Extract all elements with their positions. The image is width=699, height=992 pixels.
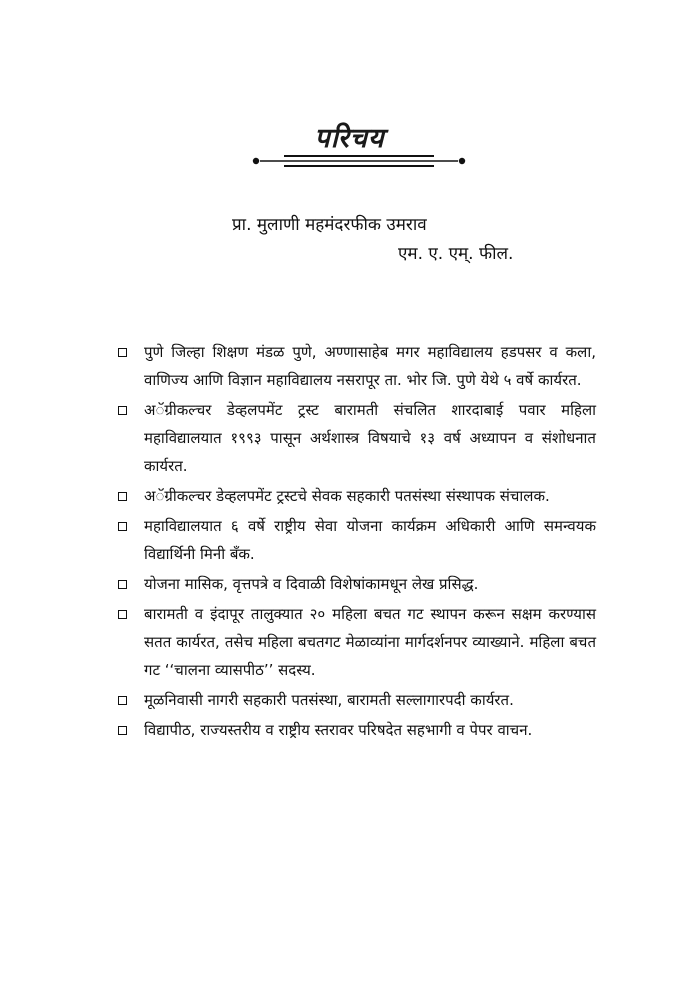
author-degree: एम. ए. एम्. फील. — [398, 244, 514, 264]
list-item-text: अॅग्रीकल्चर डेव्हलपमेंट ट्रस्टचे सेवक सहकारी पतसंस्था संस्थापक संचालक. — [144, 487, 550, 505]
bullet-list — [118, 338, 596, 746]
checkbox-bullet-icon — [118, 406, 127, 415]
checkbox-bullet-icon — [118, 696, 127, 705]
list-item — [118, 716, 596, 744]
list-item — [118, 338, 596, 394]
author-name: प्रा. मुलाणी महमंदरफीक उमराव — [232, 215, 427, 235]
list-item-text: बारामती व इंदापूर तालुक्यात २० महिला बचत गट स्थापन करून सक्षम करण्यास सतत कार्यरत, तसेच महिला बचतगट मेळाव्यांना मार्गदर्शनपर व्याख्याने. महिला बचत गट ‘‘चालना व्यासपीठ’’ सदस्य. — [144, 605, 596, 679]
list-item — [118, 686, 596, 714]
list-item — [118, 512, 596, 568]
list-item — [118, 600, 596, 684]
checkbox-bullet-icon — [118, 522, 127, 531]
list-item — [118, 570, 596, 598]
checkbox-bullet-icon — [118, 580, 127, 589]
checkbox-bullet-icon — [118, 726, 127, 735]
title-underline-ornament — [252, 151, 466, 171]
list-item — [118, 482, 596, 510]
page-title: परिचय — [314, 123, 385, 154]
list-item-text: योजना मासिक, वृत्तपत्रे व दिवाळी विशेषांकामधून लेख प्रसिद्ध. — [144, 575, 479, 593]
list-item-text: अॅग्रीकल्चर डेव्हलपमेंट ट्रस्ट बारामती संचलित शारदाबाई पवार महिला महाविद्यालयात १९९३ पासून अर्थशास्त्र विषयाचे १३ वर्ष अध्यापन व संशोधनात कार्यरत. — [144, 401, 596, 475]
checkbox-bullet-icon — [118, 610, 127, 619]
list-item-text: मूळनिवासी नागरी सहकारी पतसंस्था, बारामती सल्लागारपदी कार्यरत. — [144, 691, 514, 709]
title-block — [0, 118, 699, 155]
checkbox-bullet-icon — [118, 348, 127, 357]
list-item-text: महाविद्यालयात ६ वर्षे राष्ट्रीय सेवा योजना कार्यक्रम अधिकारी आणि समन्वयक विद्यार्थिनी मिनी बँक. — [144, 517, 596, 563]
checkbox-bullet-icon — [118, 492, 127, 501]
list-item-text: विद्यापीठ, राज्यस्तरीय व राष्ट्रीय स्तरावर परिषदेत सहभागी व पेपर वाचन. — [144, 721, 533, 739]
list-item — [118, 396, 596, 480]
list-item-text: पुणे जिल्हा शिक्षण मंडळ पुणे, अण्णासाहेब मगर महाविद्यालय हडपसर व कला, वाणिज्य आणि विज्ञान महाविद्यालय नसरापूर ता. भोर जि. पुणे येथे ५ वर्षे कार्यरत. — [144, 343, 596, 389]
